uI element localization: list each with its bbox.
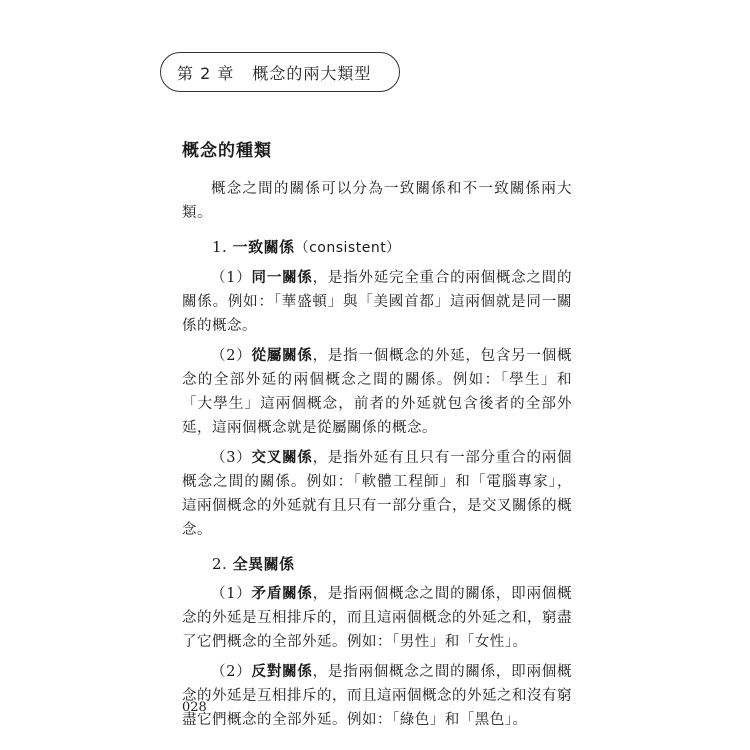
- paragraph-contrary-relation: （2）反對關係，是指兩個概念之間的關係，即兩個概念的外延是互相排斥的，而且這兩個概念的外延之和沒有窮盡它們概念的全部外延。例如：「綠色」和「黑色」。: [182, 664, 572, 728]
- paragraph-identity-relation: （1）同一關係，是指外延完全重合的兩個概念之間的關係。例如：「華盛頓」與「美國首都」這兩個就是同一關係的概念。: [182, 270, 572, 334]
- intro-paragraph: 概念之間的關係可以分為一致關係和不一致關係兩大類。: [182, 181, 572, 221]
- page-number: 028: [182, 700, 207, 715]
- paragraph-intersect-relation: （3）交叉關係，是指外延有且只有一部分重合的兩個概念之間的關係。例如：「軟體工程師」和「電腦專家」，這兩個概念的外延就有且只有一部分重合，是交叉關係的概念。: [182, 450, 572, 538]
- term-contrary: 反對關係: [251, 664, 313, 680]
- subheading-disjoint: 2. 全異關係: [212, 555, 295, 573]
- term-contradictory: 矛盾關係: [251, 586, 313, 602]
- chapter-title: 概念的兩大類型: [252, 63, 372, 83]
- chapter-number: 第 2 章: [177, 63, 235, 83]
- page-body: [182, 136, 572, 732]
- paragraph-subordinate-relation: （2）從屬關係，是指一個概念的外延，包含另一個概念的全部外延的兩個概念之間的關係。例如：「學生」和「大學生」這兩個概念，前者的外延就包含後者的全部外延，這兩個概念就是從屬關係的概念。: [182, 348, 572, 436]
- term-intersect: 交叉關係: [251, 450, 313, 466]
- term-identity: 同一關係: [251, 270, 313, 286]
- subheading-consistent: 1. 一致關係（consistent）: [212, 238, 401, 256]
- term-subordinate: 從屬關係: [251, 348, 313, 364]
- section-title: 概念的種類: [182, 141, 272, 161]
- paragraph-contradictory-relation: （1）矛盾關係，是指兩個概念之間的關係，即兩個概念的外延是互相排斥的，而且這兩個概念的外延之和，窮盡了它們概念的全部外延。例如：「男性」和「女性」。: [182, 586, 572, 650]
- chapter-header-tab: [160, 52, 400, 92]
